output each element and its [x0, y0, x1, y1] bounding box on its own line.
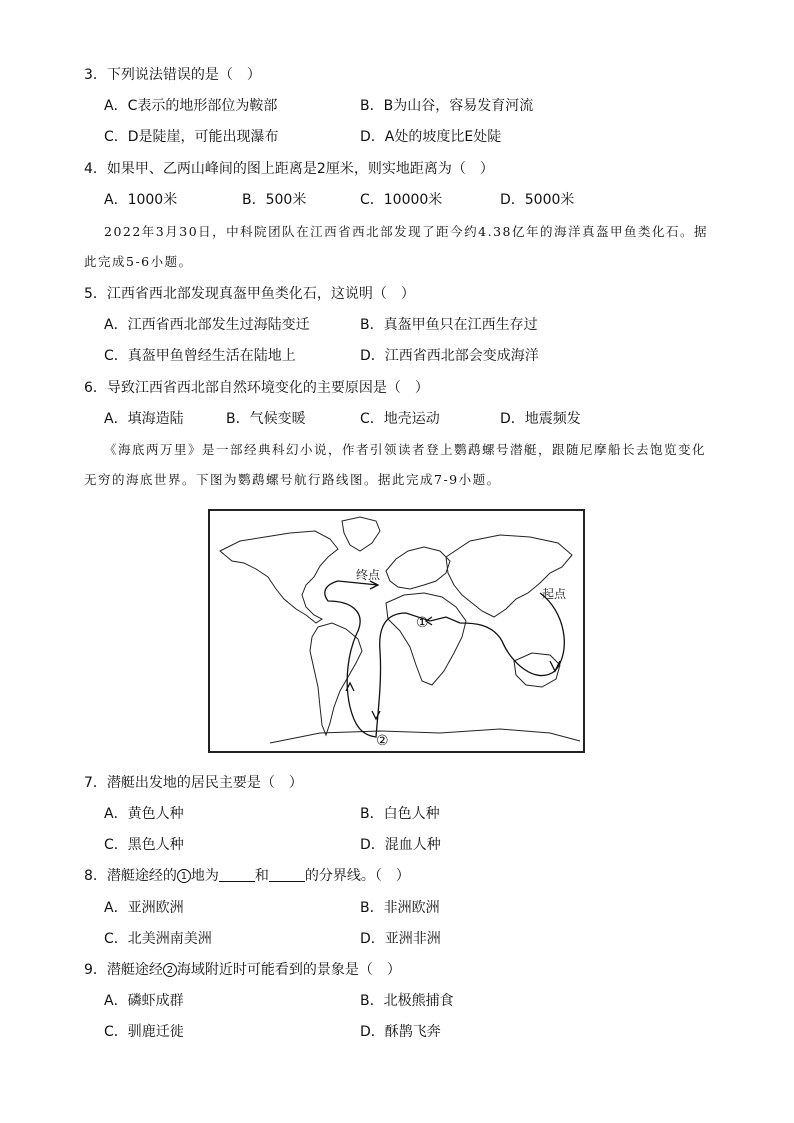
route-line [325, 581, 565, 737]
asia-outline [446, 535, 572, 617]
intro-5-6-line1: 2022年3月30日，中科院团队在江西省西北部发现了距今约4.38亿年的海洋真盔甲鱼类化石。据 [104, 224, 709, 239]
q5-stem: 5．江西省西北部发现真盔甲鱼类化石，这说明（ ） [84, 286, 415, 302]
q8-option-d: D．亚洲非洲 [360, 931, 441, 947]
q9-option-b: B．北极熊捕食 [360, 993, 454, 1009]
q6-stem: 6．导致江西省西北部自然环境变化的主要原因是（ ） [84, 380, 429, 396]
q7-option-b: B．白色人种 [360, 806, 440, 822]
europe-outline [386, 547, 450, 589]
q5-option-d: D．江西省西北部会变成海洋 [360, 348, 539, 364]
q3-option-b: B．B为山谷，容易发育河流 [360, 98, 534, 114]
q6-option-c: C．地壳运动 [360, 411, 440, 427]
q7-option-c: C．黑色人种 [104, 837, 184, 853]
q7-option-d: D．混血人种 [360, 837, 441, 853]
q3-option-c: C．D是陡崖，可能出现瀑布 [104, 129, 279, 145]
q6-option-b: B．气候变暖 [226, 411, 306, 427]
q4-option-b: B．500米 [242, 192, 307, 208]
q8-option-c: C．北美洲南美洲 [104, 931, 212, 947]
q8-option-b: B．非洲欧洲 [360, 900, 440, 916]
q5-option-b: B．真盔甲鱼只在江西生存过 [360, 317, 538, 333]
intro-7-9-line2: 无穷的海底世界。下图为鹦鹉螺号航行路线图。据此完成7-9小题。 [84, 472, 501, 487]
route-arrow-4 [372, 711, 380, 719]
q8-stem-mid1: 地为 [190, 868, 219, 884]
q4-option-c: C．10000米 [360, 192, 443, 208]
antarctica-outline [270, 729, 580, 743]
q4-stem: 4．如果甲、乙两山峰间的图上距离是2厘米，则实地距离为（ ） [84, 161, 494, 177]
q9-stem-post: 海域附近时可能看到的景象是（ ） [176, 962, 401, 978]
q7-stem: 7．潜艇出发地的居民主要是（ ） [84, 775, 303, 791]
q8-option-a: A．亚洲欧洲 [104, 900, 184, 916]
q9-option-a: A．磷虾成群 [104, 993, 184, 1009]
q5-option-a: A．江西省西北部发生过海陆变迁 [104, 317, 310, 333]
q7-option-a: A．黄色人种 [104, 806, 184, 822]
q4-option-a: A．1000米 [104, 192, 178, 208]
q3-option-a: A．C表示的地形部位为鞍部 [104, 98, 278, 114]
australia-outline [514, 653, 560, 687]
q8-stem-mid2: 和 [254, 868, 269, 884]
q9-option-d: D．酥鹊飞奔 [360, 1024, 441, 1040]
world-map-graphic [210, 511, 583, 751]
q5-option-c: C．真盔甲鱼曾经生活在陆地上 [104, 348, 296, 364]
intro-5-6-line2: 此完成5-6小题。 [84, 254, 193, 269]
africa-outline [386, 593, 466, 685]
nautilus-route-map [208, 509, 585, 753]
q9-stem [84, 960, 401, 980]
q8-blank-2 [269, 867, 305, 882]
q8-stem [84, 866, 410, 886]
q8-blank-1 [219, 867, 255, 882]
q8-stem-pre: 8．潜艇途经的 [84, 868, 177, 884]
north-america-outline [220, 531, 338, 623]
map-marker-1: ① [416, 615, 429, 631]
q6-option-a: A．填海造陆 [104, 411, 184, 427]
q3-stem: 3．下列说法错误的是（ ） [84, 67, 261, 83]
intro-7-9-line1: 《海底两万里》是一部经典科幻小说，作者引领读者登上鹦鹉螺号潜艇，跟随尼摩船长去饱览变化 [104, 442, 707, 457]
q9-circled-marker: 2 [163, 963, 177, 977]
q8-stem-post: 的分界线。（ ） [304, 868, 410, 884]
q8-circled-marker: 1 [177, 869, 191, 883]
q9-option-c: C．驯鹿迁徙 [104, 1024, 184, 1040]
map-marker-2: ② [376, 733, 389, 749]
greenland-outline [342, 517, 380, 551]
q9-stem-pre: 9．潜艇途经 [84, 962, 163, 978]
q4-option-d: D．5000米 [500, 192, 575, 208]
map-start-label: 起点 [542, 587, 567, 601]
q6-option-d: D．地震频发 [500, 411, 581, 427]
q3-option-d: D．A处的坡度比E处陡 [360, 129, 502, 145]
map-end-label: 终点 [356, 568, 381, 582]
